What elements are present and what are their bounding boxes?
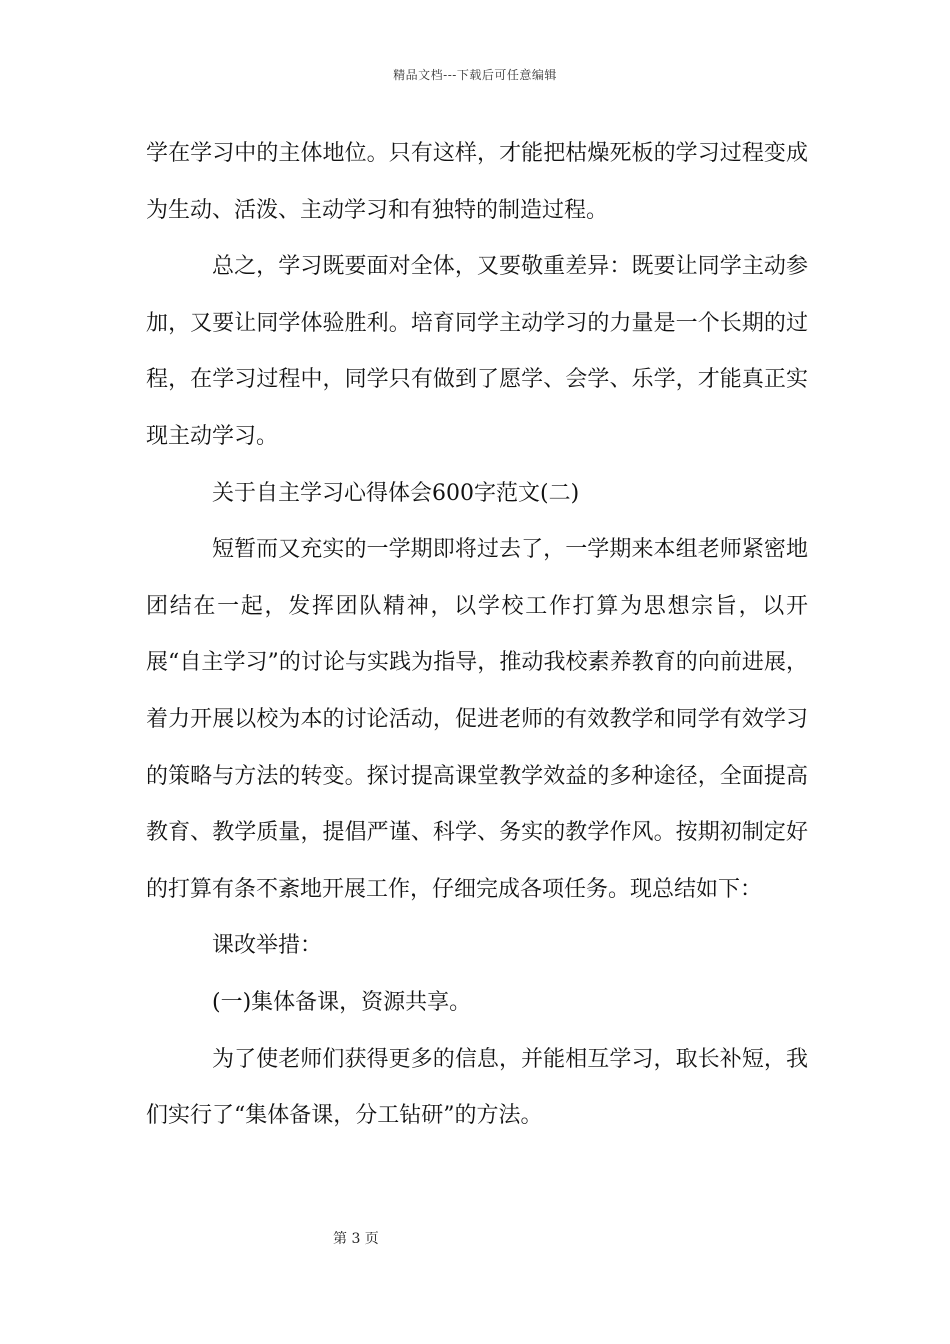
paragraph-collective-prep: 为了使老师们获得更多的信息，并能相互学习，取长补短，我们实行了“集体备课，分工钻研”的方法。 — [146, 1046, 808, 1129]
subheading-item-one: (一)集体备课，资源共享。 — [212, 989, 472, 1015]
page-number: 第 3 页 — [333, 1231, 379, 1247]
paragraph-intro: 短暂而又充实的一学期即将过去了，一学期来本组老师紧密地团结在一起，发挥团队精神，以学校工作打算为思想宗旨，以开展“自主学习”的讨论与实践为指导，推动我校素养教育的向前进展，着力开展以校为本的讨论活动，促进老师的有效教学和同学有效学习的策略与方法的转变。探讨提高课堂教学效益的多种途径，全面提高教育、教学质量，提倡严谨、科学、务实的教学作风。按期初制定好的打算有条不紊地开展工作，仔细完成各项任务。现总结如下： — [146, 537, 808, 902]
paragraph-summary: 总之，学习既要面对全体，又要敬重差异：既要让同学主动参加，又要让同学体验胜利。培育同学主动学习的力量是一个长期的过程，在学习过程中，同学只有做到了愿学、会学、乐学，才能真正实现主动学习。 — [146, 254, 808, 449]
paragraph-continuation: 学在学习中的主体地位。只有这样，才能把枯燥死板的学习过程变成为生动、活泼、主动学习和有独特的制造过程。 — [146, 141, 808, 223]
body-text — [146, 126, 808, 1145]
subheading-measures: 课改举措： — [212, 933, 323, 959]
page-header: 精品文档---下载后可任意编辑 — [393, 68, 557, 82]
section-heading: 关于自主学习心得体会600字范文(二) — [212, 480, 580, 506]
